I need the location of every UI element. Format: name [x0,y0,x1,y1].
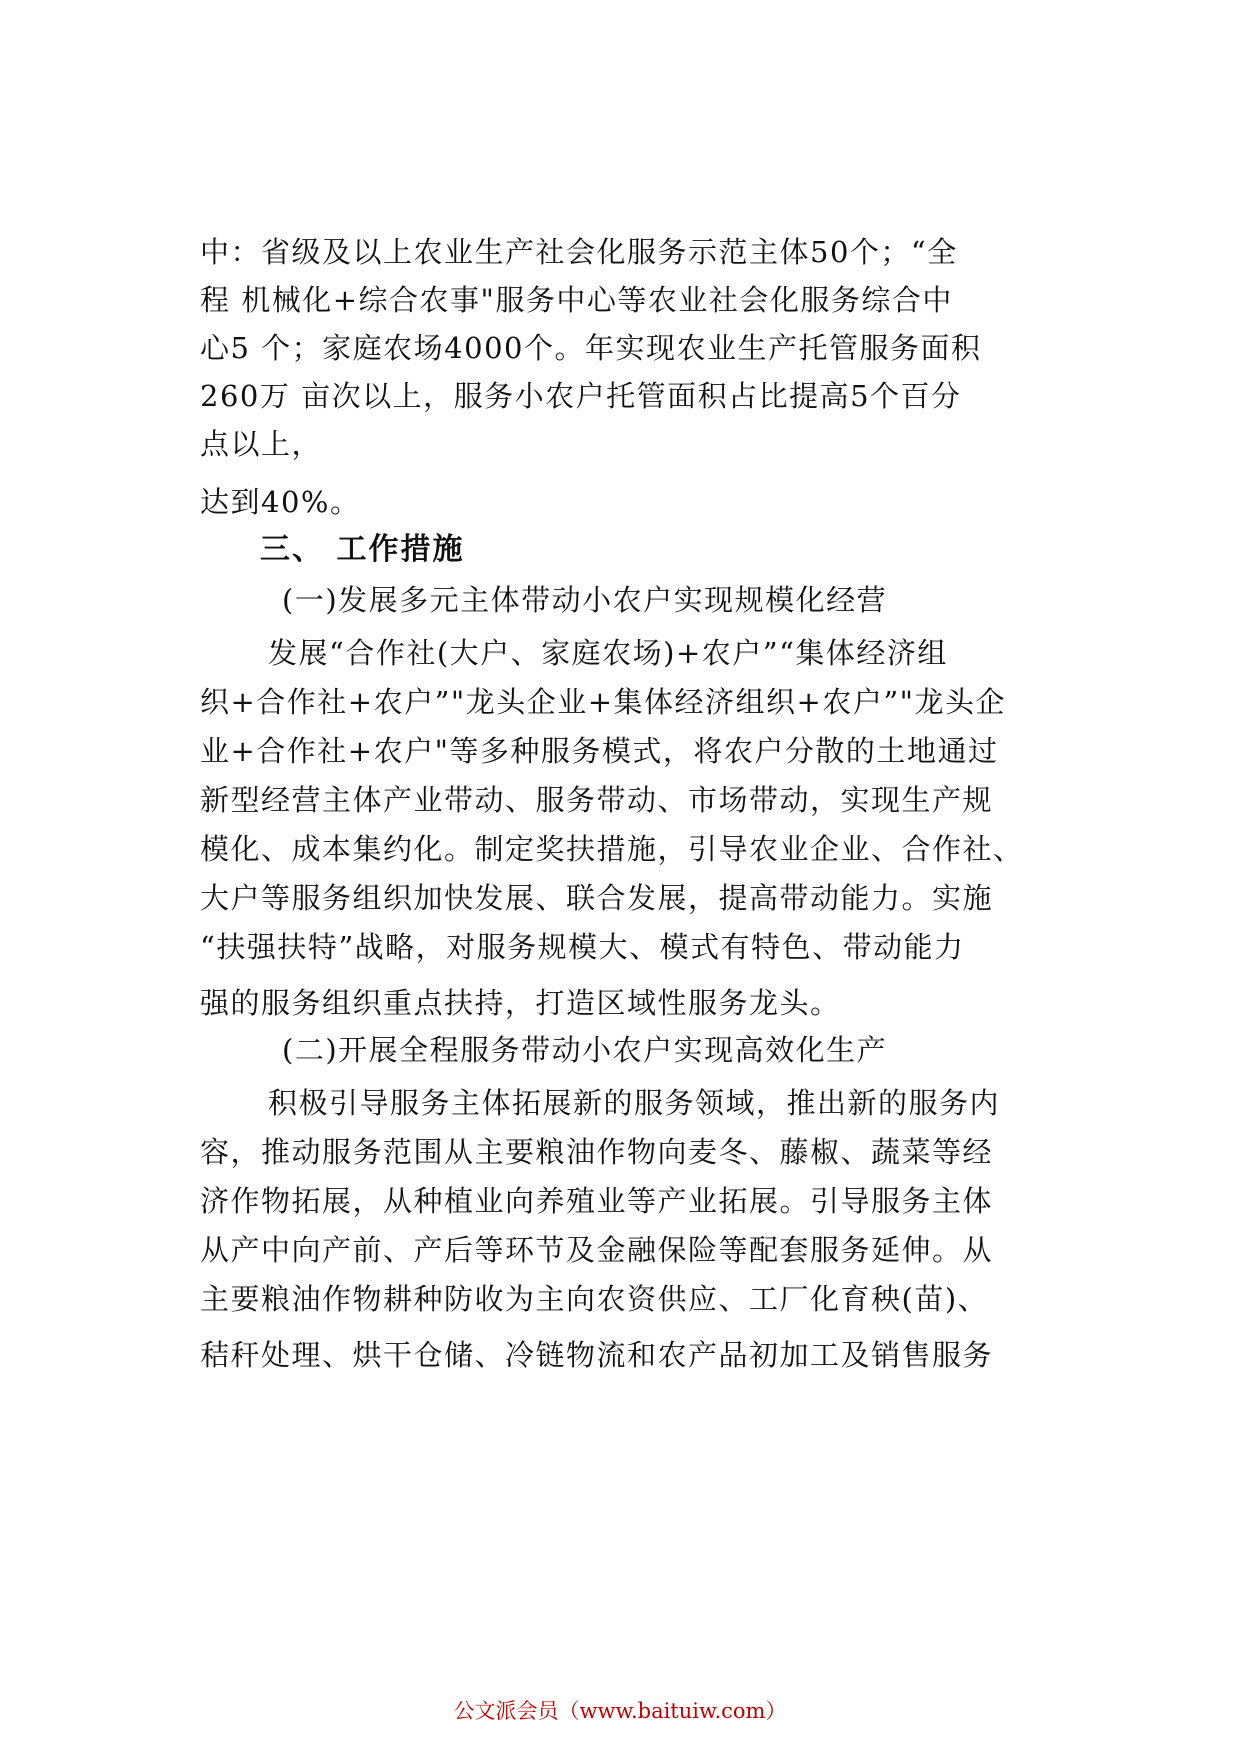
subsection-2-title: (二)开展全程服务带动小农户实现高效化生产 [282,1033,888,1067]
sub2-line-3: 济作物拓展，从种植业向养殖业等产业拓展。引导服务主体 [200,1184,994,1218]
sub2-line-4: 从产中向产前、产后等环节及金融保险等配套服务延伸。从 [200,1233,994,1267]
sub2-line-5: 主要粮油作物耕种防收为主向农资供应、工厂化育秧(苗)、 [200,1282,989,1316]
intro-line-5: 点以上， [200,427,323,461]
sub1-line-1: 发展“合作社(大户、家庭农场)+农户”“集体经济组 [268,636,948,670]
intro-line-1: 中：省级及以上农业生产社会化服务示范主体50个；“全 [200,235,958,269]
intro-line-4: 260万 亩次以上，服务小农户托管面积占比提高5个百分 [200,379,962,413]
sub2-line-6: 秸秆处理、烘干仓储、冷链物流和农产品初加工及销售服务 [200,1338,994,1372]
sub1-line-7: “扶强扶特”战略，对服务规模大、模式有特色、带动能力 [200,930,965,964]
sub1-line-2: 织+合作社+农户”"龙头企业+集体经济组织+农户”"龙头企 [200,685,1007,719]
intro-line-3: 心5 个；家庭农场4000个。年实现农业生产托管服务面积 [200,331,982,365]
section-heading: 三、 工作措施 [260,532,465,567]
footer-watermark: 公文派会员（www.baituiw.com） [453,1699,787,1723]
subsection-1-title: (一)发展多元主体带动小农户实现规模化经营 [282,583,888,617]
sub2-line-1: 积极引导服务主体拓展新的服务领域，推出新的服务内 [268,1086,1001,1120]
intro-line-6: 达到40%。 [200,485,361,519]
intro-line-2: 程 机械化+综合农事"服务中心等农业社会化服务综合中 [200,283,953,317]
sub1-line-4: 新型经营主体产业带动、服务带动、市场带动，实现生产规 [200,783,994,817]
sub1-line-8: 强的服务组织重点扶持，打造区域性服务龙头。 [200,986,841,1020]
sub1-line-3: 业+合作社+农户"等多种服务模式，将农户分散的土地通过 [200,734,999,768]
sub1-line-6: 大户等服务组织加快发展、联合发展，提高带动能力。实施 [200,881,994,915]
sub2-line-2: 容，推动服务范围从主要粮油作物向麦冬、藤椒、蔬菜等经 [200,1135,994,1169]
sub1-line-5: 模化、成本集约化。制定奖扶措施，引导农业企业、合作社、 [200,832,1024,866]
